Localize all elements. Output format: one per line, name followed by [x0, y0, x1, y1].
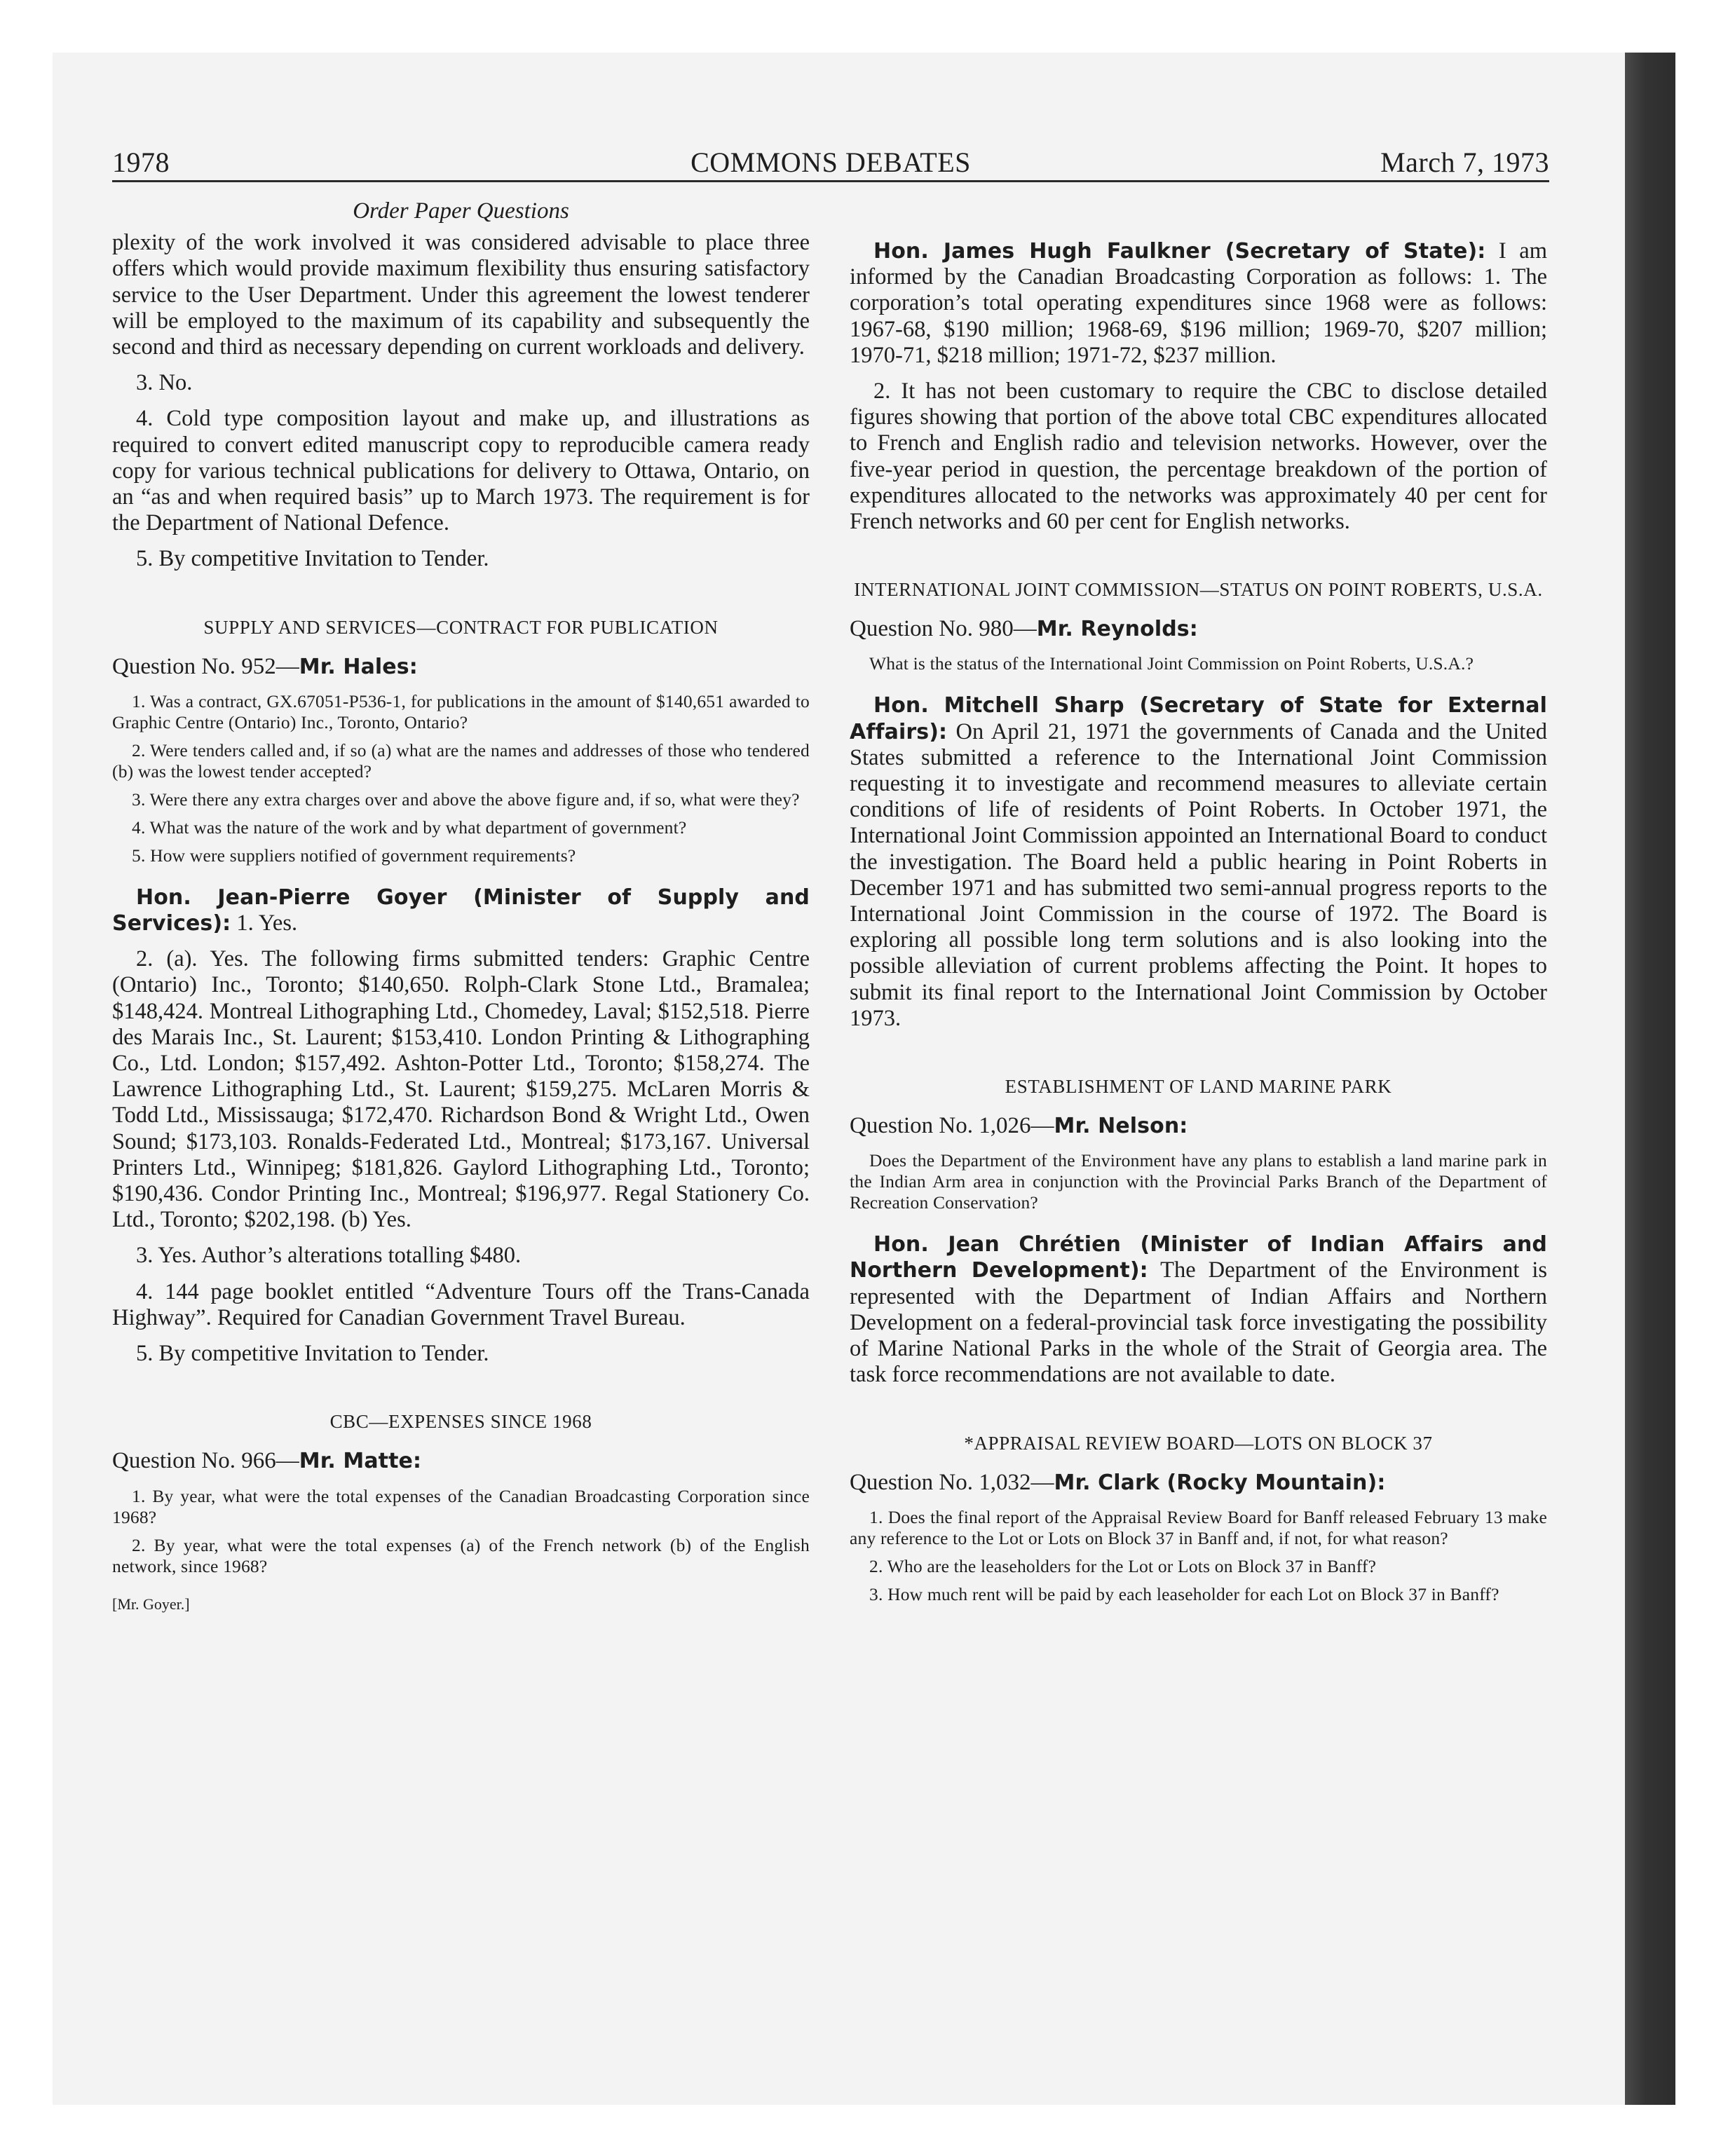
section-heading-supply: SUPPLY AND SERVICES—CONTRACT FOR PUBLICATION	[203, 616, 719, 638]
answer-text: I am informed by the Canadian Broadcasting Corporation as follows: 1. The corporation’s total operating expenditures since 1968 were as follows: 1967-68, $190 million; 1968-69, $196 million; 1969-70, $207 million; 1970-71, $218 million; 1971-72, $237 million.	[850, 238, 1548, 368]
answer-item-3: 3. Yes. Author’s alterations totalling $480.	[136, 1243, 522, 1269]
question-text: 2. Who are the leaseholders for the Lot or Lots on Block 37 in Banff?	[869, 1555, 1377, 1576]
question-member: Mr. Nelson:	[1054, 1114, 1188, 1139]
question-line-980	[850, 616, 1547, 642]
answer-item-2: 2. It has not been customary to require the CBC to disclose detailed figures showing that portion of the above total CBC expenditures allocated to French and English radio and television networks. However, over the five-year period in question, the percentage breakdown of the portion of expenditures allocated to the networks was approximately 40 per cent for French networks and 60 per cent for English networks.	[850, 378, 1547, 535]
question-text: 5. How were suppliers notified of government requirements?	[132, 845, 576, 866]
question-number: Question No. 1,026—	[850, 1113, 1054, 1139]
question-text: 1. Does the final report of the Appraisal Review Board for Banff released February 13 make any reference to the Lot or Lots on Block 37 in Banff and, if not, for what reason?	[850, 1506, 1547, 1548]
answer-item-3: 3. No.	[136, 370, 193, 396]
question-member: Mr. Clark (Rocky Mountain):	[1054, 1470, 1386, 1495]
question-line-1026	[850, 1113, 1547, 1139]
question-line-966	[112, 1448, 810, 1474]
answer-speaker: Hon. James Hugh Faulkner (Secretary of State):	[873, 239, 1486, 264]
question-number: Question No. 1,032—	[850, 1469, 1054, 1495]
answer-item-5: 5. By competitive Invitation to Tender.	[136, 1341, 489, 1367]
issue-date: March 7, 1973	[1380, 146, 1549, 178]
question-member: Mr. Hales:	[299, 654, 418, 679]
question-number: Question No. 952—	[112, 653, 299, 679]
question-member: Mr. Matte:	[299, 1449, 422, 1474]
continuation-paragraph: plexity of the work involved it was considered advisable to place three offers which would provide maximum flexibility thus ensuring satisfactory service to the User Department. Under this agreement the lowest tenderer will be employed to the maximum of its capability and subsequently the second and third as necessary depending on current workloads and delivery.	[112, 230, 810, 360]
publication-title: COMMONS DEBATES	[690, 146, 971, 178]
question-text: 3. Were there any extra charges over and above the above figure and, if so, what were they?	[132, 789, 800, 810]
answer-item-4: 4. 144 page booklet entitled “Adventure Tours off the Trans-Canada Highway”. Required for Canadian Government Travel Bureau.	[112, 1278, 810, 1330]
section-heading-cbc: CBC—EXPENSES SINCE 1968	[329, 1411, 592, 1433]
answer-speaker: Hon. Mitchell Sharp (Secretary of State for External Affairs):	[850, 693, 1547, 744]
answer-paragraph	[850, 692, 1547, 1032]
question-text: 3. How much rent will be paid by each leaseholder for each Lot on Block 37 in Banff?	[869, 1583, 1499, 1604]
section-heading-ijc: INTERNATIONAL JOINT COMMISSION—STATUS ON POINT ROBERTS, U.S.A.	[854, 579, 1543, 601]
answer-item-2: 2. (a). Yes. The following firms submitted tenders: Graphic Centre (Ontario) Inc., Toronto; $140,650. Rolph-Clark Stone Ltd., Bramalea; $148,424. Montreal Lithographing Ltd., Chomedey, Laval; $152,518. Pierre des Marais Inc., St. Laurent; $153,410. London Printing & Lithographing Co., Ltd. London; $157,492. Ashton-Potter Ltd., Toronto; $158,274. The Lawrence Lithographing Ltd., St. Laurent; $159,275. McLaren Morris & Todd Ltd., Mississauga; $172,470. Richardson Bond & Wright Ltd., Owen Sound; $173,103. Ronalds-Federated Ltd., Montreal; $173,167. Universal Printers Ltd., Winnipeg; $181,826. Gaylord Lithographing Ltd., Toronto; $190,436. Condor Printing Inc., Montreal; $196,977. Regal Stationery Co. Ltd., Toronto; $202,198. (b) Yes.	[112, 946, 810, 1233]
question-number: Question No. 966—	[112, 1448, 299, 1474]
question-line-1032	[850, 1470, 1547, 1496]
left-column	[112, 198, 810, 1627]
question-member: Mr. Reynolds:	[1036, 617, 1198, 642]
answer-text: The Department of the Environment is represented with the Department of Indian Affairs and Northern Development on a federal-provincial task force investigating the possibility of Marine National Parks in the whole of the Strait of Georgia area. The task force recommendations are not available to date.	[850, 1257, 1547, 1388]
answer-paragraph	[850, 238, 1547, 369]
question-text: 2. Were tenders called and, if so (a) what are the names and addresses of those who tendered (b) was the lowest tender accepted?	[112, 739, 810, 782]
speaker-note: [Mr. Goyer.]	[112, 1595, 190, 1613]
question-text: Does the Department of the Environment have any plans to establish a land marine park in the Indian Arm area in conjunction with the Provincial Parks Branch of the Department of Recreation Conservation?	[850, 1150, 1547, 1213]
answer-paragraph	[112, 885, 810, 936]
section-heading-appraisal: *APPRAISAL REVIEW BOARD—LOTS ON BLOCK 37	[964, 1432, 1433, 1454]
question-line-952	[112, 654, 810, 680]
answer-item-5: 5. By competitive Invitation to Tender.	[136, 546, 489, 572]
answer-item-4: 4. Cold type composition layout and make up, and illustrations as required to convert edited manuscript copy to reproducible camera ready copy for various technical publications for delivery to Ottawa, Ontario, on an “as and when required basis” up to March 1973. The requirement is for the Department of National Defence.	[112, 406, 810, 536]
answer-paragraph	[850, 1231, 1547, 1388]
right-column	[850, 238, 1547, 1612]
section-heading-park: ESTABLISHMENT OF LAND MARINE PARK	[1005, 1076, 1392, 1098]
question-text: 1. By year, what were the total expenses of the Canadian Broadcasting Corporation since 1968?	[112, 1485, 810, 1527]
question-text: 2. By year, what were the total expenses (a) of the French network (b) of the English network, since 1968?	[112, 1534, 810, 1576]
answer-text: On April 21, 1971 the governments of Canada and the United States submitted a reference to the International Joint Commission requesting it to investigate and recommend measures to alleviate certain conditions of life of residents of Point Roberts. In October 1971, the International Joint Commission appointed an International Board to conduct the investigation. The Board held a public hearing in Point Roberts in December 1971 and has submitted two semi-annual progress reports to the International Joint Commission in the course of 1972. The Board is exploring all possible long term solutions and is also looking into the possible alleviation of current problems affecting the Point. It hopes to submit its final report to the International Joint Commission by October 1973.	[850, 718, 1547, 1031]
answer-speaker: Hon. Jean-Pierre Goyer (Minister of Supply and Services):	[112, 885, 810, 936]
answer-speaker: Hon. Jean Chrétien (Minister of Indian Affairs and Northern Development):	[850, 1232, 1547, 1283]
question-text: 4. What was the nature of the work and by what department of government?	[132, 817, 687, 838]
question-number: Question No. 980—	[850, 616, 1037, 642]
answer-text: 1. Yes.	[231, 910, 298, 936]
question-text: 1. Was a contract, GX.67051-P536-1, for publications in the amount of $140,651 awarded to Graphic Centre (Ontario) Inc., Toronto, Ontario?	[112, 690, 810, 732]
running-head: Order Paper Questions	[353, 198, 569, 224]
page-header	[112, 144, 1549, 182]
question-text: What is the status of the International Joint Commission on Point Roberts, U.S.A.?	[869, 653, 1474, 674]
page-number: 1978	[112, 146, 170, 178]
